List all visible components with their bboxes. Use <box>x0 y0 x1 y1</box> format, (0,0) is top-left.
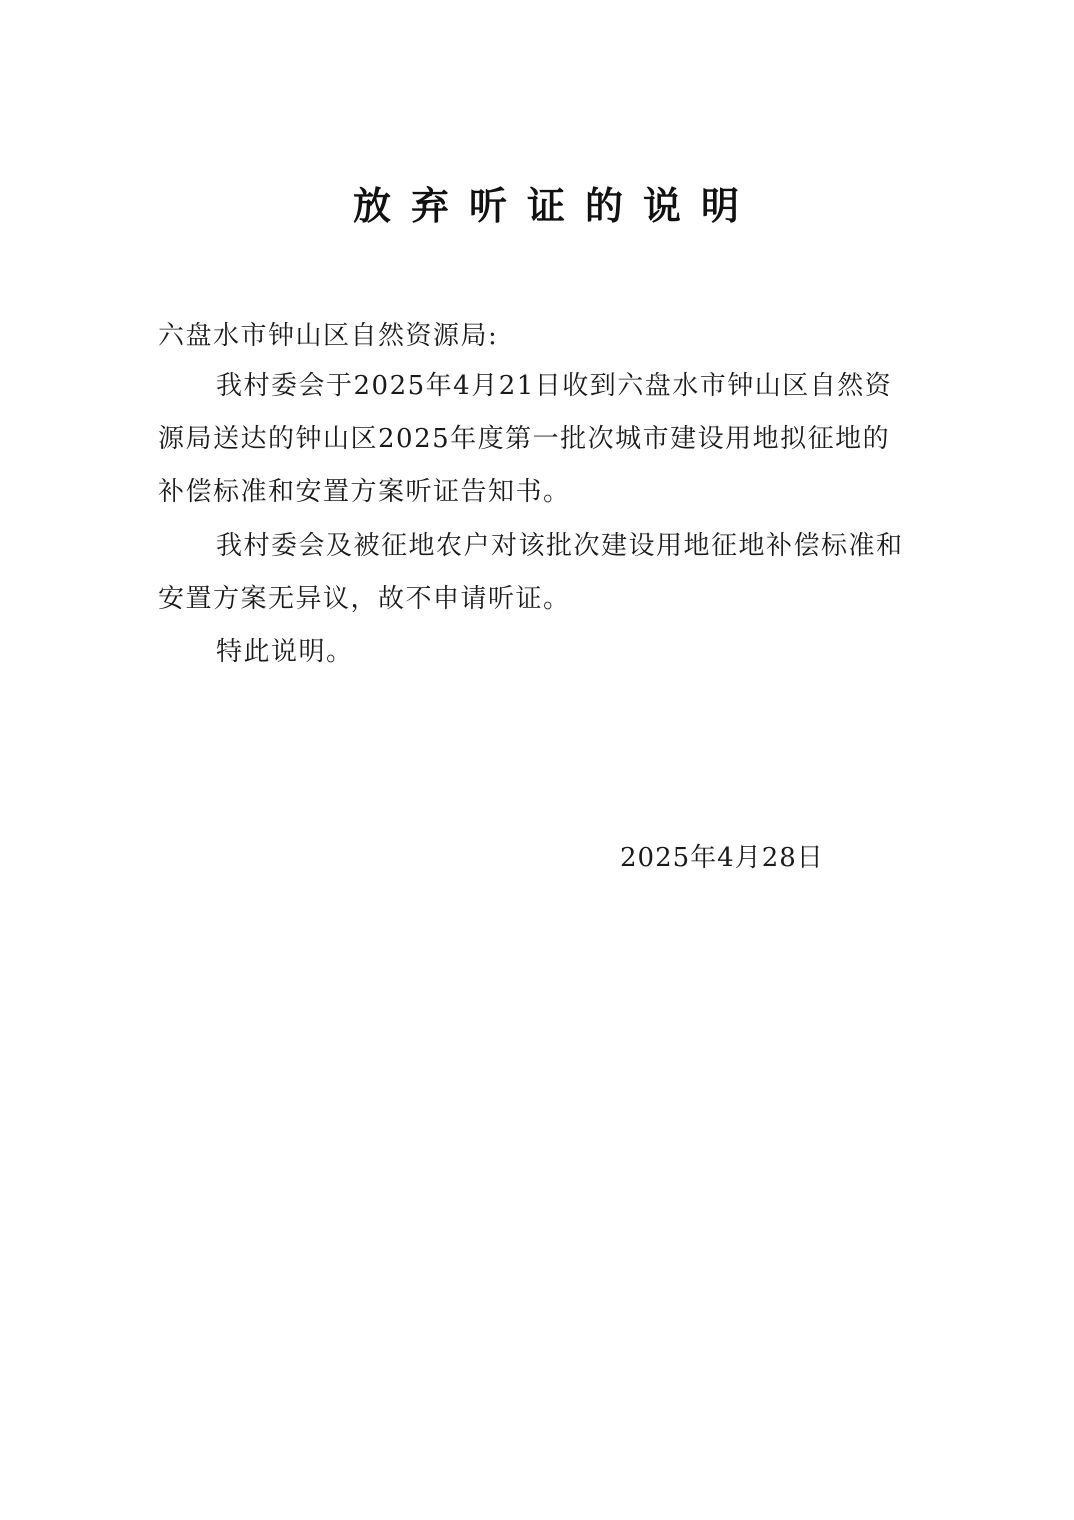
salutation: 六盘水市钟山区自然资源局: <box>158 321 499 351</box>
document-date: 2025年4月28日 <box>620 843 824 873</box>
body-paragraph-2: 我村委会及被征地农户对该批次建设用地征地补偿标准和安置方案无异议，故不申请听证。 <box>158 531 904 614</box>
closing-statement: 特此说明。 <box>216 637 354 667</box>
body-paragraph-1: 我村委会于2025年4月21日收到六盘水市钟山区自然资源局送达的钟山区2025年度第一批次城市建设用地拟征地的补偿标准和安置方案听证告知书。 <box>158 371 893 507</box>
document-title: 放弃听证的说明 <box>352 184 759 228</box>
